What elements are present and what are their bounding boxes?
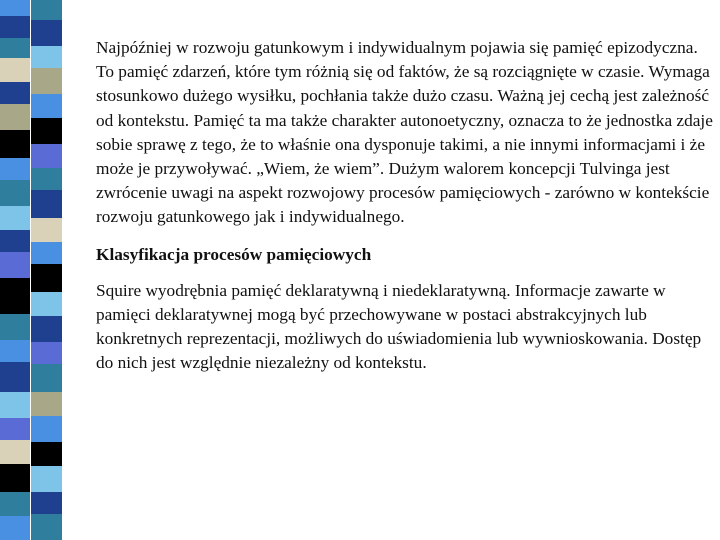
- stripe-block: [31, 492, 62, 514]
- stripe-block: [31, 68, 62, 94]
- stripe-block: [0, 38, 30, 58]
- stripe-block: [0, 180, 30, 206]
- stripe-block: [0, 0, 30, 16]
- stripe-column-right: [31, 0, 62, 540]
- stripe-block: [0, 418, 30, 440]
- stripe-block: [0, 440, 30, 464]
- paragraph-declarative-memory: Squire wyodrębnia pamięć deklaratywną i niedeklaratywną. Informacje zawarte w pamięci deklaratywnej mogą być przechowywane w postaci abstrakcyjnych lub konkretnych reprezentacji, możliwych do uświadomienia lub wywnioskowania. Dostęp do nich jest względnie niezależny od kontekstu.: [96, 280, 702, 373]
- stripe-block: [0, 516, 30, 540]
- stripe-block: [31, 264, 62, 292]
- stripe-block: [31, 292, 62, 316]
- stripe-block: [31, 392, 62, 416]
- stripe-block: [0, 82, 30, 104]
- stripe-block: [31, 118, 62, 144]
- stripe-block: [0, 492, 30, 516]
- stripe-block: [0, 158, 30, 180]
- stripe-block: [0, 16, 30, 38]
- stripe-block: [31, 144, 62, 168]
- stripe-column-left: [0, 0, 30, 540]
- stripe-block: [31, 364, 62, 392]
- stripe-block: [0, 278, 30, 314]
- stripe-block: [0, 104, 30, 130]
- stripe-block: [0, 392, 30, 418]
- stripe-block: [31, 190, 62, 218]
- stripe-block: [31, 316, 62, 342]
- stripe-block: [31, 514, 62, 540]
- stripe-block: [0, 58, 30, 82]
- stripe-block: [0, 314, 30, 340]
- stripe-block: [31, 416, 62, 442]
- stripe-block: [0, 230, 30, 252]
- section-heading: Klasyfikacja procesów pamięciowych: [96, 244, 372, 264]
- stripe-block: [31, 442, 62, 466]
- stripe-block: [31, 466, 62, 492]
- stripe-block: [0, 206, 30, 230]
- stripe-block: [0, 340, 30, 362]
- stripe-block: [31, 46, 62, 68]
- stripe-block: [31, 168, 62, 190]
- stripe-block: [0, 464, 30, 492]
- decorative-stripe-band: [0, 0, 62, 540]
- stripe-block: [0, 130, 30, 158]
- stripe-block: [31, 242, 62, 264]
- stripe-block: [0, 252, 30, 278]
- stripe-block: [31, 0, 62, 20]
- stripe-block: [31, 342, 62, 364]
- paragraph-episodic-memory: Najpóźniej w rozwoju gatunkowym i indywidualnym pojawia się pamięć epizodyczna. To pamięć zdarzeń, które tym różnią się od faktów, że są rozciągnięte w czasie. Wymaga stosunkowo dużego wysiłku, pochłania także dużo czasu. Ważną jej cechą jest zależność od kontekstu. Pamięć ta ma także charakter autonoetyczny, oznacza to że jednostka zdaje sobie sprawę z tego, że to właśnie ona dysponuje takimi, a nie innymi informacjami i że może je przywoływać. „Wiem, że wiem”. Dużym walorem koncepcji Tulvinga jest zwrócenie uwagi na aspekt rozwojowy procesów pamięciowych - zarówno w kontekście rozwoju gatunkowego jak i indywidualnego.: [96, 38, 713, 227]
- stripe-block: [0, 362, 30, 392]
- slide-content: [96, 36, 716, 376]
- stripe-block: [31, 94, 62, 118]
- stripe-block: [31, 20, 62, 46]
- stripe-block: [31, 218, 62, 242]
